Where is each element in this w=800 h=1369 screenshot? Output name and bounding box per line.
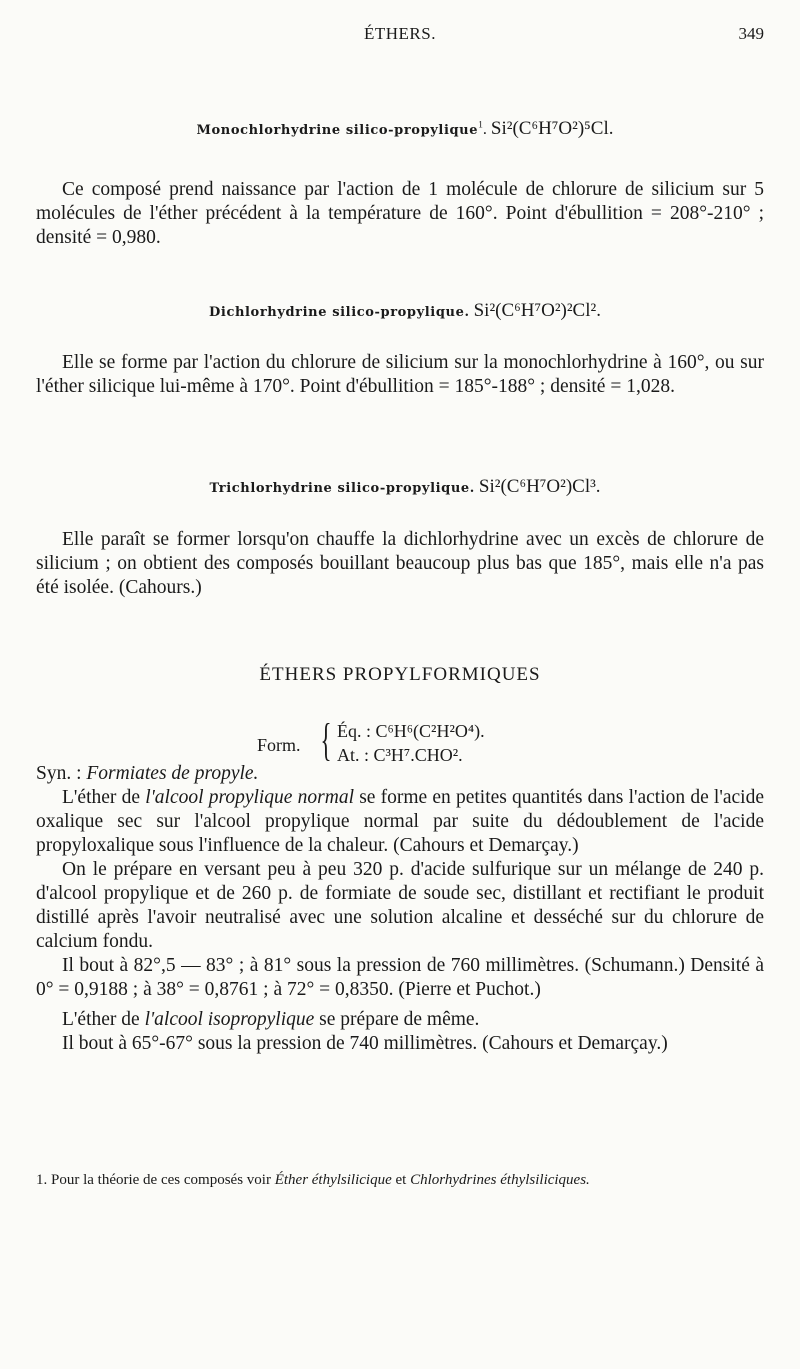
footnote-ref-chlorhydrines: Chlorhydrines éthylsiliciques. bbox=[410, 1172, 590, 1188]
section-heading-monochlorhydrine: Monochlorhydrine silico-propylique$^1$. Si²(C⁶H⁷O²)⁵Cl. bbox=[196, 118, 614, 139]
paragraph-isopropyl-boiling: Il bout à 65°-67° sous la pression de 740 millimètres. (Cahours et Demarçay.) bbox=[62, 1033, 668, 1054]
compound-formula: Si²(C⁶H⁷O²)⁵Cl. bbox=[490, 118, 614, 139]
ethers-body bbox=[36, 762, 764, 1056]
section-body-dichlorhydrine: Elle se forme par l'action du chlorure de silicium sur la monochlorhydrine à 160°, ou sur l'éther silicique lui-même à 170°. Point d'ébullition = 185°-188° ; densité = 1,028. bbox=[36, 352, 764, 397]
section-body-monochlorhydrine: Ce composé prend naissance par l'action de 1 molécule de chlorure de silicium sur 5 molécules de l'éther précédent à la température de 160°. Point d'ébullition = 208°-210° ; densité = 0,980. bbox=[36, 179, 764, 248]
equivalent-formula: Éq. : C⁶H⁶(C²H²O⁴). bbox=[337, 721, 485, 741]
compound-name: Trichlorhydrine silico-propylique. bbox=[209, 481, 475, 496]
form-label: Form. bbox=[257, 735, 301, 755]
paragraph-preparation: On le prépare en versant peu à peu 320 p. d'acide sulfurique sur un mélange de 240 p. d'alcool propylique et de 260 p. de formiate de soude sec, distillant et rectifiant le produit distillé après l'avoir neutralisé avec une solution alcaline et desséché sur du chlorure de calcium fondu. bbox=[36, 859, 764, 952]
compound-formula: Si²(C⁶H⁷O²)²Cl². bbox=[473, 300, 601, 321]
section-heading-trichlorhydrine bbox=[40, 476, 770, 498]
footnote-ref-ether: Éther éthylsilicique bbox=[274, 1172, 392, 1188]
running-header: ÉTHERS. bbox=[364, 24, 436, 43]
section-heading-dichlorhydrine bbox=[40, 300, 770, 322]
paragraph-boiling-density: Il bout à 82°,5 — 83° ; à 81° sous la pression de 760 millimètres. (Schumann.) Densité à 0° = 0,9188 ; à 38° = 0,8761 ; à 72° = 0,8350. (Pierre et Puchot.) bbox=[36, 955, 764, 1000]
footnote-marker: 1 bbox=[478, 119, 483, 131]
section-body-trichlorhydrine: Elle paraît se former lorsqu'on chauffe la dichlorhydrine avec un excès de chlorure de silicium ; on obtient des composés bouillant beaucoup plus bas que 185°, mais elle n'a pas été isolée. (Cahours.) bbox=[36, 529, 764, 598]
footnote: 1. Pour la théorie de ces composés voir Éther éthylsilicique et Chlorhydrines éthylsiliciques. bbox=[36, 1172, 590, 1188]
section-title-ethers-propylformiques: ÉTHERS PROPYLFORMIQUES bbox=[259, 664, 541, 685]
compound-name: Dichlorhydrine silico-propylique. bbox=[209, 305, 470, 320]
page-number: 349 bbox=[738, 24, 764, 43]
compound-name: Monochlorhydrine silico-propylique bbox=[196, 123, 479, 138]
brace-icon: { bbox=[320, 714, 332, 765]
synonyms-line: Syn. : Formiates de propyle. bbox=[36, 763, 259, 784]
atomic-formula: At. : C³H⁷.CHO². bbox=[337, 745, 463, 765]
paragraph-normal-propyl: L'éther de l'alcool propylique normal se forme en petites quantités dans l'action de l'acide oxalique sec sur l'alcool propylique normal par suite du dédoublement de l'acide propyloxalique sous l'influence de la chaleur. (Cahours et Demarçay.) bbox=[36, 787, 764, 856]
compound-formula: Si²(C⁶H⁷O²)Cl³. bbox=[478, 476, 601, 497]
footnote-number: 1. bbox=[36, 1172, 48, 1188]
paragraph-isopropyl: L'éther de l'alcool isopropylique se prépare de même. bbox=[62, 1009, 480, 1030]
